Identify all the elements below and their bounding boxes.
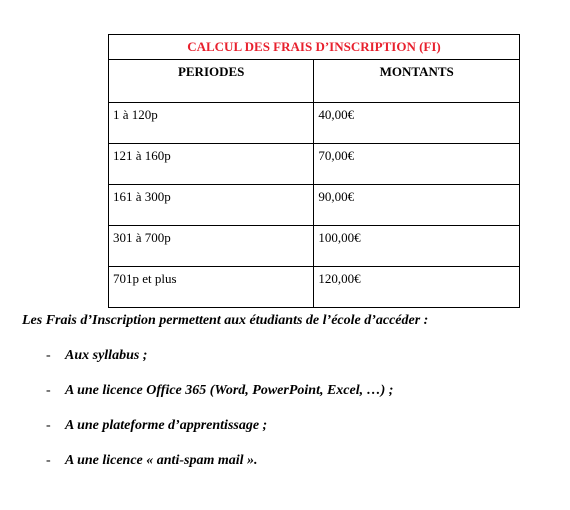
list-item-text: A une plateforme d’apprentissage ; <box>65 418 268 433</box>
fee-table-title: CALCUL DES FRAIS D’INSCRIPTION (FI) <box>109 35 520 60</box>
list-item <box>0 340 570 375</box>
list-item-text: Aux syllabus ; <box>65 348 148 363</box>
period-cell: 161 à 300p <box>109 185 314 226</box>
bullet-dash: - <box>46 348 51 363</box>
amount-cell: 70,00€ <box>314 144 520 185</box>
intro-paragraph: Les Frais d’Inscription permettent aux étudiants de l’école d’accéder : <box>22 313 429 328</box>
period-cell: 301 à 700p <box>109 226 314 267</box>
column-header-amounts: MONTANTS <box>314 60 520 103</box>
period-cell: 701p et plus <box>109 267 314 308</box>
bullet-dash: - <box>46 383 51 398</box>
list-item <box>0 445 570 480</box>
list-item <box>0 410 570 445</box>
period-cell: 1 à 120p <box>109 103 314 144</box>
table-row <box>109 267 520 308</box>
amount-cell: 40,00€ <box>314 103 520 144</box>
list-item <box>0 375 570 410</box>
amount-cell: 100,00€ <box>314 226 520 267</box>
table-row <box>109 185 520 226</box>
list-item-text: A une licence Office 365 (Word, PowerPoint, Excel, …) ; <box>65 383 394 398</box>
column-header-periods: PERIODES <box>109 60 314 103</box>
amount-cell: 120,00€ <box>314 267 520 308</box>
fee-table-title-row <box>109 35 520 60</box>
period-cell: 121 à 160p <box>109 144 314 185</box>
bullet-dash: - <box>46 453 51 468</box>
benefits-list <box>0 340 570 480</box>
table-row <box>109 144 520 185</box>
table-row <box>109 226 520 267</box>
list-item-text: A une licence « anti-spam mail ». <box>65 453 258 468</box>
fee-table-header-row <box>109 60 520 103</box>
bullet-dash: - <box>46 418 51 433</box>
amount-cell: 90,00€ <box>314 185 520 226</box>
fee-table <box>108 34 520 308</box>
table-row <box>109 103 520 144</box>
